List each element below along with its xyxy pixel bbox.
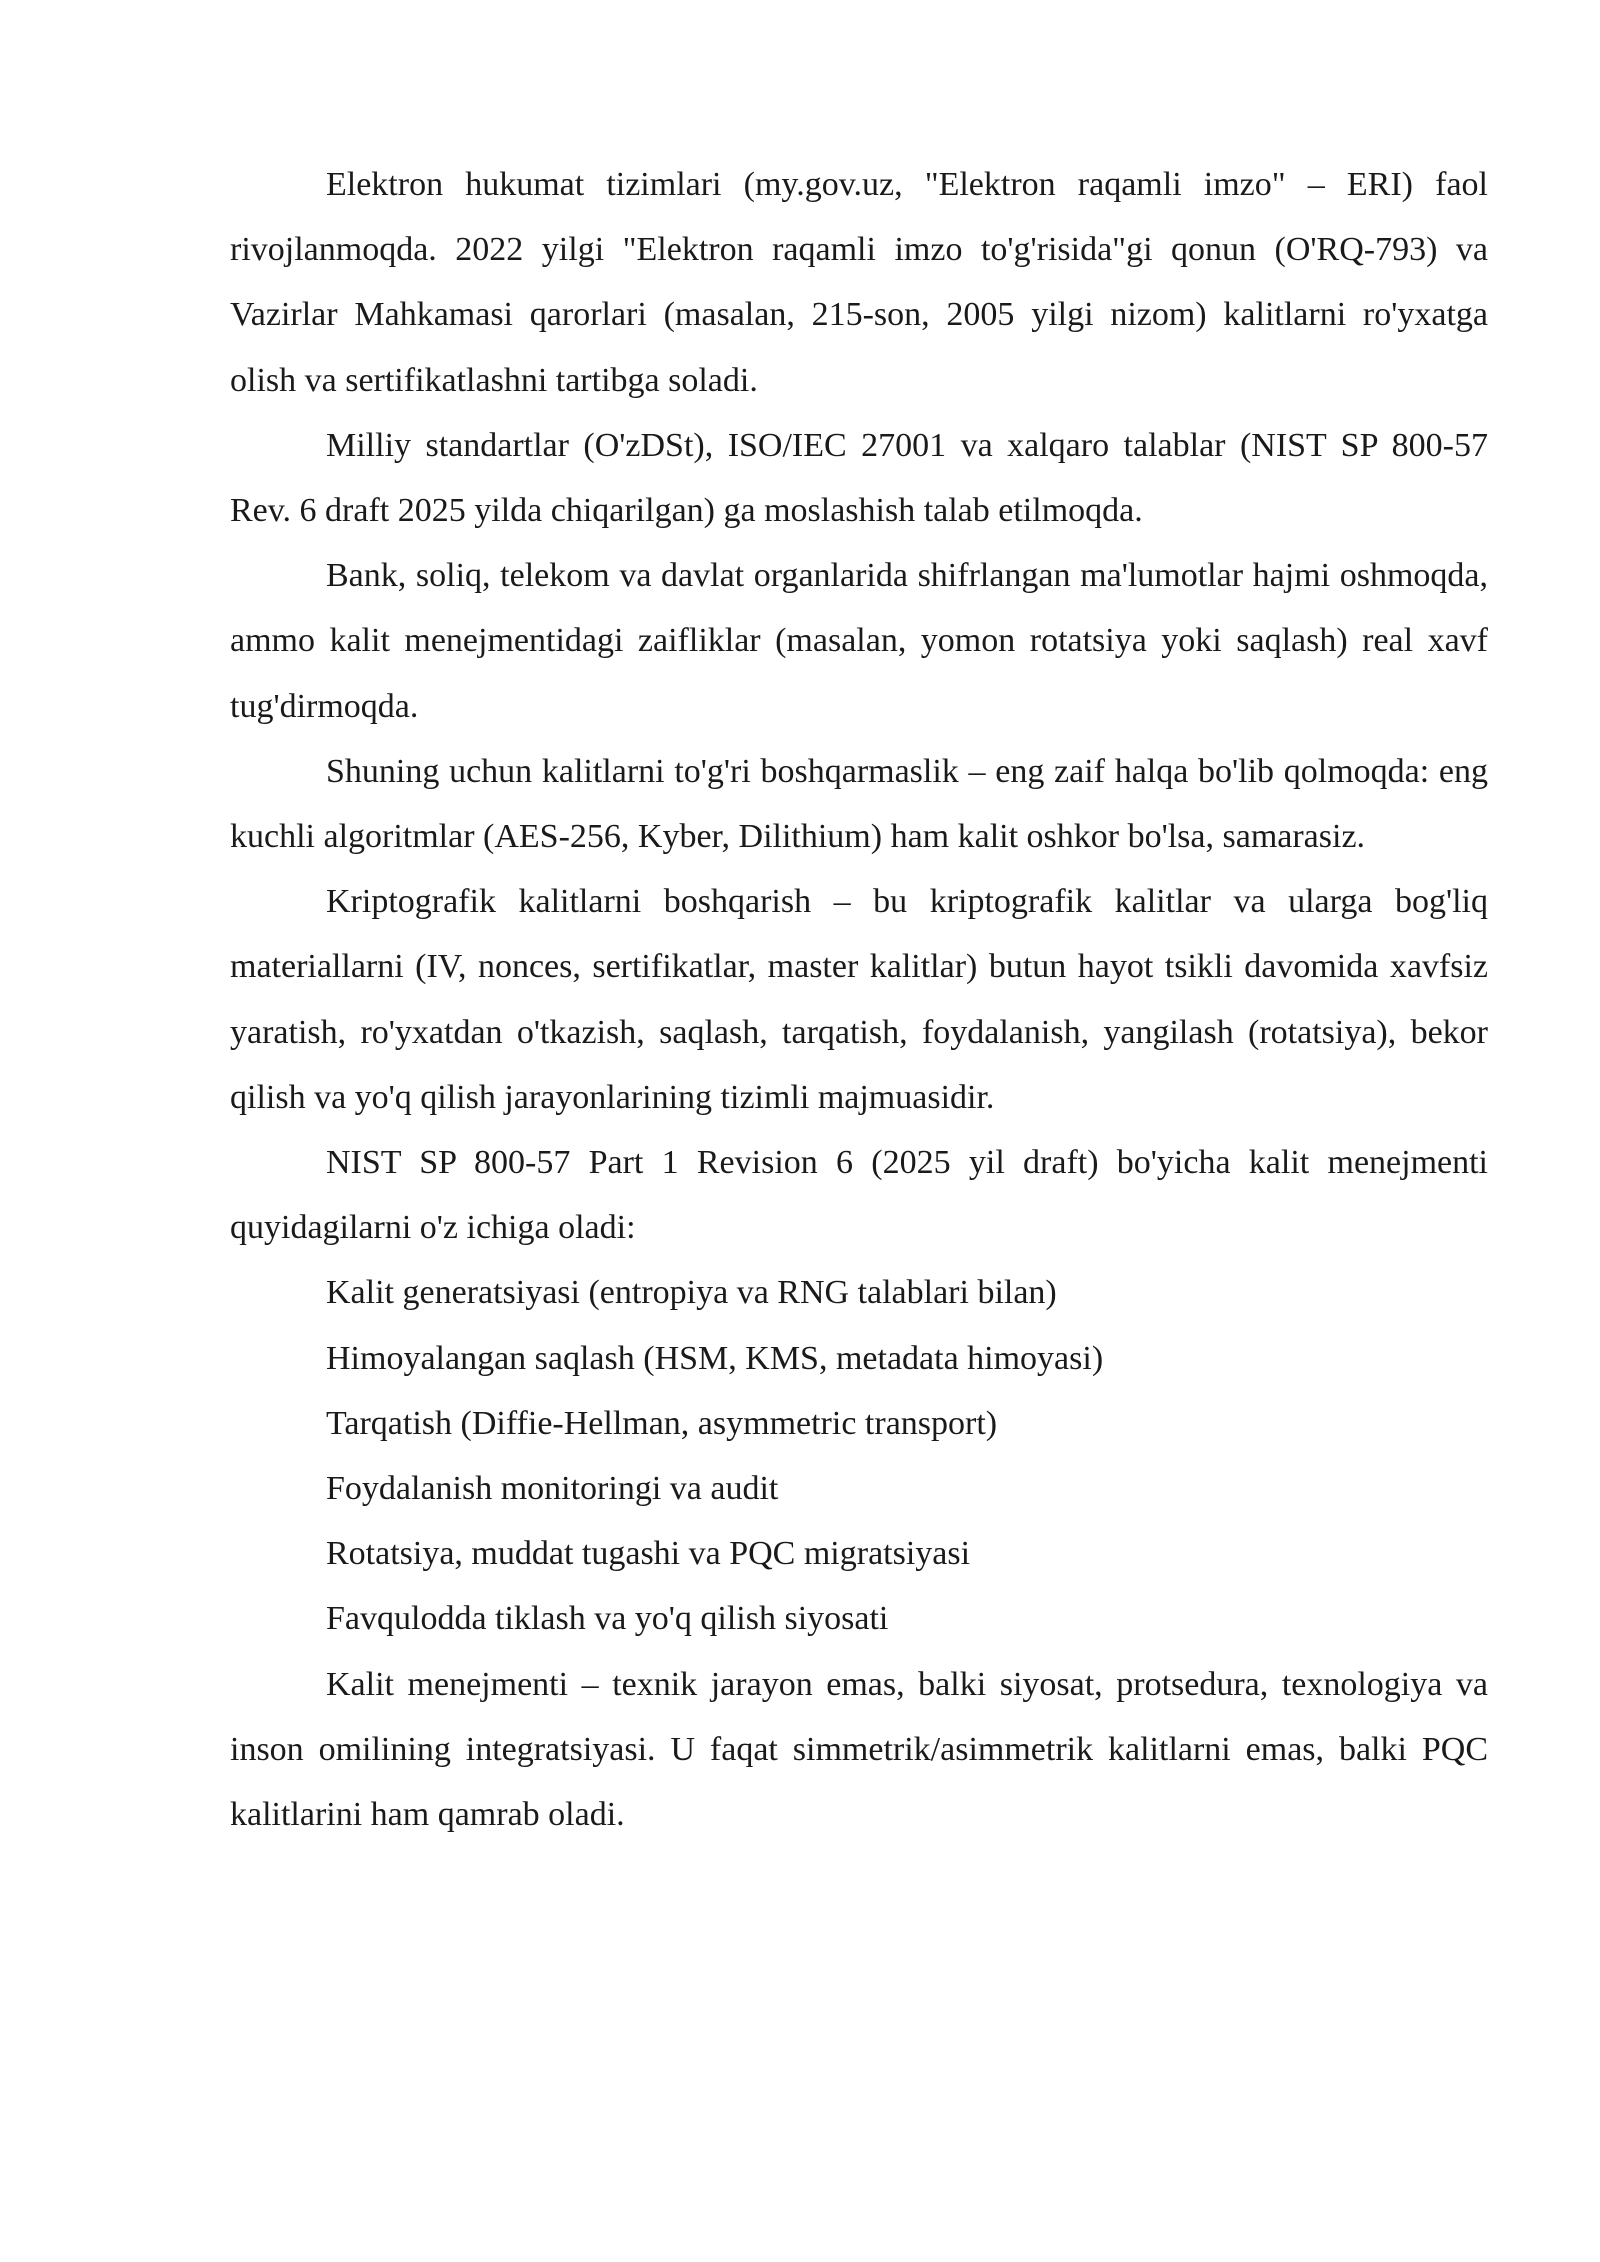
paragraph-standards: Milliy standartlar (O'zDSt), ISO/IEC 27001 va xalqaro talablar (NIST SP 800-57 Rev. 6 draft 2025 yilda chiqarilgan) ga moslashish talab etilmoqda. bbox=[230, 426, 1488, 530]
list-item: Foydalanish monitoringi va audit bbox=[326, 1470, 779, 1508]
list-item: Tarqatish (Diffie-Hellman, asymmetric transport) bbox=[326, 1404, 998, 1442]
paragraph-nist-intro: NIST SP 800-57 Part 1 Revision 6 (2025 yil draft) bo'yicha kalit menejmenti quyidagilarni o'z ichiga oladi: bbox=[230, 1144, 1488, 1247]
list-item: Favqulodda tiklash va yo'q qilish siyosati bbox=[326, 1600, 889, 1638]
list-item: Himoyalangan saqlash (HSM, KMS, metadata himoyasi) bbox=[326, 1339, 1104, 1377]
paragraph-encrypted-data: Bank, soliq, telekom va davlat organlarida shifrlangan ma'lumotlar hajmi oshmoqda, ammo kalit menejmentidagi zaifliklar (masalan, yomon rotatsiya yoki saqlash) real xavf tug'dirmoqda. bbox=[230, 557, 1488, 725]
paragraph-conclusion: Kalit menejmenti – texnik jarayon emas, balki siyosat, protsedura, texnologiya va inson omilining integratsiyasi. U faqat simmetrik/asimmetrik kalitlarni emas, balki PQC kalitlarini ham qamrab oladi. bbox=[230, 1665, 1488, 1834]
paragraph-e-government: Elektron hukumat tizimlari (my.gov.uz, "Elektron raqamli imzo" – ERI) faol rivojlanmoqda. 2022 yilgi "Elektron raqamli imzo to'g'risida"gi qonun (O'RQ-793) va Vazirlar Mahkamasi qarorlari (masalan, 215-son, 2005 yilgi nizom) kalitlarni ro'yxatga olish va sertifikatlashni tartibga soladi. bbox=[230, 166, 1488, 399]
paragraph-weak-link: Shuning uchun kalitlarni to'g'ri boshqarmaslik – eng zaif halqa bo'lib qolmoqda: eng kuchli algoritmlar (AES-256, Kyber, Dilithium) ham kalit oshkor bo'lsa, samarasiz. bbox=[230, 752, 1488, 856]
paragraph-key-management-definition: Kriptografik kalitlarni boshqarish – bu kriptografik kalitlar va ularga bog'liq materiallarni (IV, nonces, sertifikatlar, master kalitlar) butun hayot tsikli davomida xavfsiz yaratish, ro'yxatdan o'tkazish, saqlash, tarqatish, foydalanish, yangilash (rotatsiya), bekor qilish va yo'q qilish jarayonlarining tizimli majmuasidir. bbox=[230, 883, 1488, 1116]
list-item: Rotatsiya, muddat tugashi va PQC migratsiyasi bbox=[326, 1535, 971, 1573]
document-body bbox=[230, 152, 1488, 1847]
list-item: Kalit generatsiyasi (entropiya va RNG talablari bilan) bbox=[326, 1274, 1057, 1312]
